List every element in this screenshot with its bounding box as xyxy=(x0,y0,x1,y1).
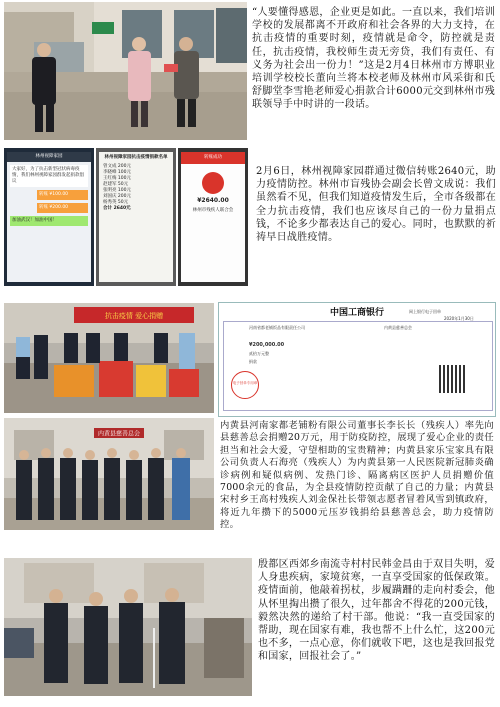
phone3-title: 转账成功 xyxy=(181,152,245,164)
receipt-bank-name: 中国工商银行 xyxy=(329,308,384,318)
scene-illustration xyxy=(4,418,214,530)
photo-goods-donation xyxy=(4,303,214,413)
phone1-title: 林州视障家园 xyxy=(7,152,91,162)
receipt-purpose: 捐款 xyxy=(249,359,257,364)
receipt-payee: 内黄县慈善总会 xyxy=(384,325,412,330)
paragraph-4: 殷都区西郊乡南流寺村村民韩金昌由于双目失明，爱人身患疾病，家境贫寒，一直享受国家的低保政策。疫情面前，他敲着拐杖，步履蹒跚的走向村委会，他从怀里掏出攒了很久，过年都舍不得花的200元钱，毅然决然的递给了村干部。他说：“我一直受国家的帮助，现在国家有难，我也帮不上什么忙，这200元也不多，一点心意，你们就收下吧，这也是我回报党和国家，回报社会了。” xyxy=(258,559,495,663)
phone1-msg-4: 加油武汉！加油中国！ xyxy=(10,216,88,226)
receipt-subtitle: 网上银行电子回单 xyxy=(409,309,441,314)
phone2-line-4: 赵建军 50元 xyxy=(103,182,129,187)
receipt-payer: 河南省都老铺饭品有限责任公司 xyxy=(249,325,305,330)
photo-village-donation xyxy=(4,558,252,696)
photo-donation-handover xyxy=(4,2,247,140)
scene-illustration xyxy=(4,303,214,413)
photo-group-charity-office xyxy=(4,418,214,530)
phone-screenshot-1 xyxy=(4,148,94,286)
phone3-caption: 林州市残疾人联合会 xyxy=(192,208,234,213)
qr-code-icon xyxy=(439,365,467,393)
phone-screenshot-3 xyxy=(178,148,248,286)
phone1-msg-2: 转账 ¥100.00 xyxy=(37,190,88,200)
paragraph-3: 内黄县河南家都老铺粉有限公司董事长李长长（残疾人）率先向县慈善总会捐赠20万元，用于防疫防控，展现了爱心企业的责任担当和社会大爱，守望相助的宝贵精神；内黄县家乐宝家具有限公司负责人石海亮（残疾人）为内黄县第一人民医院新冠肺炎确诊病例和疑似病例、发热门诊、隔离病区医护人员捐赠价值7000余元的食品，为全县疫情防控贡献了自己的力量；内黄县宋村乡王高村残疾人刘金保社长带领志愿者冒着风雪到镇政府，将近九年攒下的5000元压岁钱捐给县慈善总会，助力疫情防控。 xyxy=(220,420,494,531)
bank-receipt xyxy=(218,302,496,417)
paragraph-2: 2月6日，林州视障家园群通过微信转账2640元，助力疫情防控。林州市盲残协会副会长曾文成说：我们虽然看不见，但我们知道疫情发生后，全市各级都在全力抗击疫情，我们也应该尽自己的一份力量捐点钱，不论多少都表达自己的爱心。同时，也默默的祈祷早日战胜疫情。 xyxy=(256,166,496,244)
phone-screenshot-2 xyxy=(96,148,176,286)
scene-illustration xyxy=(4,2,247,140)
phone2-line-6: 刘国庆 200元 xyxy=(103,194,132,199)
receipt-stamp xyxy=(231,371,259,399)
check-icon xyxy=(202,172,224,194)
phone2-title: 林州视障家园抗击疫情捐款名单 xyxy=(104,155,168,160)
phone2-line-8: 合计 2640元 xyxy=(103,206,131,211)
scene-illustration xyxy=(4,558,252,696)
phone3-amount: ¥2640.00 xyxy=(197,197,229,204)
phone2-line-3: 王红梅 100元 xyxy=(103,176,132,181)
receipt-amount: ¥200,000.00 xyxy=(249,342,285,348)
phone1-msg-3: 转账 ¥200.00 xyxy=(37,203,88,213)
receipt-stamp-text: 电子回单专用章 xyxy=(232,381,258,385)
phone2-line-5: 张明亮 100元 xyxy=(103,188,132,193)
phone2-line-7: 杨秀英 50元 xyxy=(103,200,129,205)
office-sign-text: 内黄县慈善总会 xyxy=(97,430,141,438)
paragraph-1: “人要懂得感恩，企业更是如此。一直以来，我们培训学校的发展都离不开政府和社会各界的大力支持，在抗击疫情的重要时刻，疫情就是命令，防控就是责任，抗击疫情，我校师生责无旁贷，我们有责任、有义务为社会出一份力！”这是2月4日林州市方博职业培训学校校长董向兰将本校老师及林州市风采街和氏舒脚堂李雪艳老师爱心捐款合计6000元交到林州市残联领导手中时讲的一段话。 xyxy=(252,7,495,111)
phone2-line-1: 曾文成 200元 xyxy=(103,164,132,169)
receipt-time: 2020年1月30日 xyxy=(444,316,474,321)
donation-banner-text: 抗击疫情 爱心捐赠 xyxy=(104,312,164,320)
phone1-msg-1: 大家好，为了抗击新型冠状病毒疫情，我们林州视障家园群发起捐款倡议 xyxy=(10,165,88,187)
receipt-amount-cn: 贰拾万元整 xyxy=(249,351,269,356)
phone2-line-2: 李晓峰 100元 xyxy=(103,170,132,175)
